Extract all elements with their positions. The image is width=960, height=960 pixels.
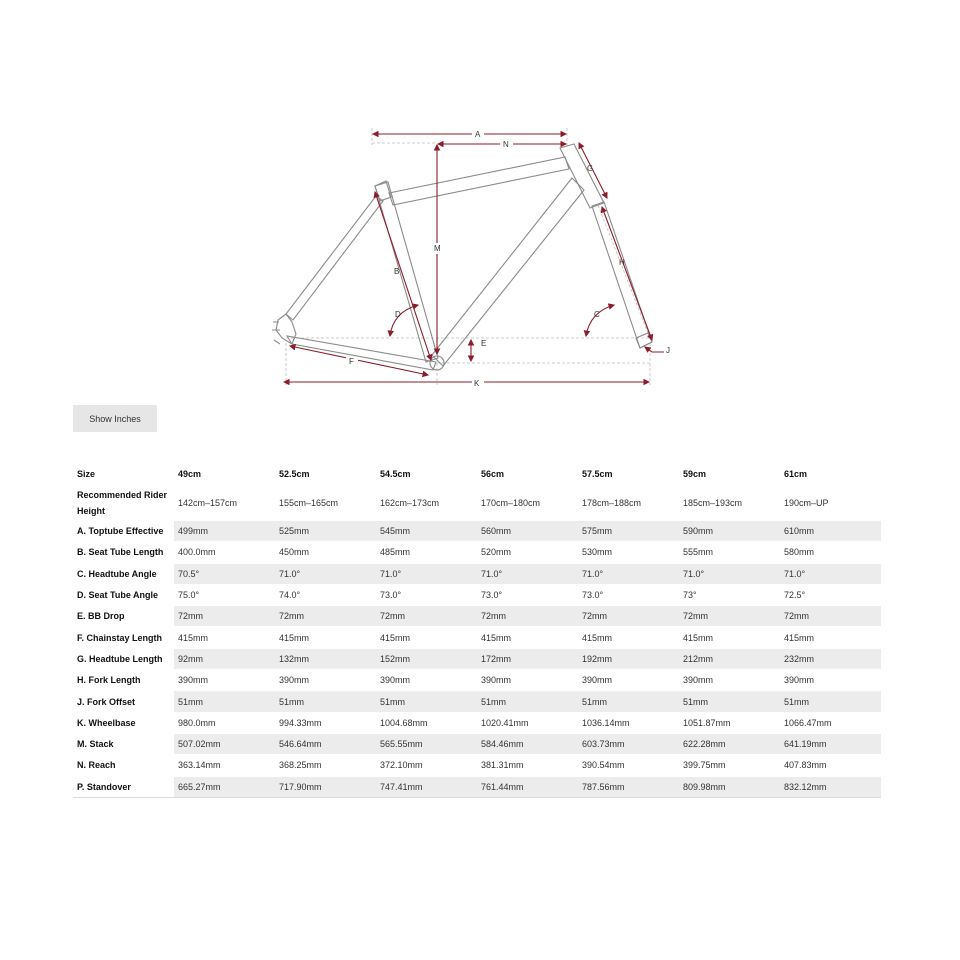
table-row: [73, 648, 881, 669]
table-cell: 665.27mm: [174, 776, 275, 797]
table-row: [73, 755, 881, 776]
table-cell: 71.0°: [376, 563, 477, 584]
table-cell: 51mm: [679, 691, 780, 712]
table-row: [73, 776, 881, 797]
table-cell: 73.0°: [578, 584, 679, 605]
table-cell: 372.10mm: [376, 755, 477, 776]
table-cell: 162cm–173cm: [376, 485, 477, 521]
table-cell: 1020.41mm: [477, 712, 578, 733]
table-cell: 1036.14mm: [578, 712, 679, 733]
label-h: H: [619, 258, 625, 267]
row-label: B. Seat Tube Length: [73, 542, 174, 563]
table-cell: 590mm: [679, 521, 780, 542]
bike-frame: [272, 144, 652, 370]
size-header-label: Size: [73, 464, 174, 485]
table-cell: 72mm: [679, 606, 780, 627]
table-cell: 1051.87mm: [679, 712, 780, 733]
table-cell: 1066.47mm: [780, 712, 881, 733]
table-cell: 717.90mm: [275, 776, 376, 797]
table-cell: 565.55mm: [376, 733, 477, 754]
label-b: B: [394, 267, 400, 276]
row-label: J. Fork Offset: [73, 691, 174, 712]
table-cell: 787.56mm: [578, 776, 679, 797]
seat-tube: [375, 182, 438, 362]
size-header: 59cm: [679, 464, 780, 485]
table-cell: 72mm: [275, 606, 376, 627]
table-row: [73, 670, 881, 691]
table-cell: 381.31mm: [477, 755, 578, 776]
table-cell: 178cm–188cm: [578, 485, 679, 521]
table-cell: 390mm: [780, 670, 881, 691]
table-cell: 51mm: [376, 691, 477, 712]
table-cell: 555mm: [679, 542, 780, 563]
table-cell: 74.0°: [275, 584, 376, 605]
table-cell: 71.0°: [578, 563, 679, 584]
table-cell: 73°: [679, 584, 780, 605]
row-label: K. Wheelbase: [73, 712, 174, 733]
table-cell: 72mm: [376, 606, 477, 627]
table-cell: 368.25mm: [275, 755, 376, 776]
table-row: [73, 542, 881, 563]
table-cell: 72.5°: [780, 584, 881, 605]
table-cell: 155cm–165cm: [275, 485, 376, 521]
table-row: [73, 584, 881, 605]
table-cell: 75.0°: [174, 584, 275, 605]
table-cell: 980.0mm: [174, 712, 275, 733]
top-tube: [389, 157, 569, 205]
row-label: C. Headtube Angle: [73, 563, 174, 584]
table-cell: 400.0mm: [174, 542, 275, 563]
table-cell: 641.19mm: [780, 733, 881, 754]
row-label: N. Reach: [73, 755, 174, 776]
row-label: D. Seat Tube Angle: [73, 584, 174, 605]
row-label: A. Toptube Effective: [73, 521, 174, 542]
table-cell: 507.02mm: [174, 733, 275, 754]
table-cell: 584.46mm: [477, 733, 578, 754]
table-cell: 390mm: [679, 670, 780, 691]
row-label: H. Fork Length: [73, 670, 174, 691]
table-cell: 580mm: [780, 542, 881, 563]
table-cell: 809.98mm: [679, 776, 780, 797]
table-cell: 832.12mm: [780, 776, 881, 797]
table-cell: 71.0°: [679, 563, 780, 584]
table-row: [73, 485, 881, 521]
label-k: K: [474, 379, 480, 388]
table-cell: 172mm: [477, 648, 578, 669]
table-row: [73, 563, 881, 584]
table-cell: 72mm: [477, 606, 578, 627]
table-cell: 152mm: [376, 648, 477, 669]
label-a: A: [475, 130, 481, 139]
table-cell: 73.0°: [477, 584, 578, 605]
table-cell: 92mm: [174, 648, 275, 669]
table-cell: 530mm: [578, 542, 679, 563]
table-cell: 415mm: [578, 627, 679, 648]
table-cell: 390mm: [174, 670, 275, 691]
table-cell: 390mm: [275, 670, 376, 691]
size-header: 57.5cm: [578, 464, 679, 485]
dimension-lines: [284, 134, 664, 382]
table-cell: 51mm: [477, 691, 578, 712]
seat-stay: [286, 196, 383, 320]
table-cell: 51mm: [780, 691, 881, 712]
fork: [592, 202, 652, 348]
table-row: [73, 521, 881, 542]
table-row: [73, 712, 881, 733]
row-label: G. Headtube Length: [73, 648, 174, 669]
chain-stay: [287, 336, 436, 370]
row-label: Recommended Rider Height: [73, 485, 174, 521]
rear-dropout: [272, 314, 296, 344]
size-header: 56cm: [477, 464, 578, 485]
table-cell: 520mm: [477, 542, 578, 563]
table-cell: 390.54mm: [578, 755, 679, 776]
table-cell: 212mm: [679, 648, 780, 669]
table-cell: 485mm: [376, 542, 477, 563]
label-m: M: [434, 244, 441, 253]
table-row: [73, 733, 881, 754]
table-cell: 71.0°: [477, 563, 578, 584]
table-cell: 560mm: [477, 521, 578, 542]
table-cell: 232mm: [780, 648, 881, 669]
table-cell: 747.41mm: [376, 776, 477, 797]
table-cell: 185cm–193cm: [679, 485, 780, 521]
table-cell: 72mm: [174, 606, 275, 627]
table-cell: 415mm: [679, 627, 780, 648]
table-cell: 51mm: [578, 691, 679, 712]
table-cell: 71.0°: [275, 563, 376, 584]
row-label: E. BB Drop: [73, 606, 174, 627]
label-e: E: [481, 339, 487, 348]
table-cell: 390mm: [477, 670, 578, 691]
table-cell: 70.5°: [174, 563, 275, 584]
table-cell: 390mm: [376, 670, 477, 691]
table-cell: 525mm: [275, 521, 376, 542]
table-cell: 170cm–180cm: [477, 485, 578, 521]
table-cell: 190cm–UP: [780, 485, 881, 521]
table-cell: 415mm: [477, 627, 578, 648]
table-cell: 761.44mm: [477, 776, 578, 797]
table-cell: 622.28mm: [679, 733, 780, 754]
table-cell: 192mm: [578, 648, 679, 669]
table-cell: 1004.68mm: [376, 712, 477, 733]
table-cell: 415mm: [780, 627, 881, 648]
table-cell: 415mm: [376, 627, 477, 648]
label-n: N: [503, 140, 509, 149]
label-d: D: [395, 310, 401, 319]
table-cell: 994.33mm: [275, 712, 376, 733]
head-tube: [560, 144, 604, 208]
table-cell: 71.0°: [780, 563, 881, 584]
table-cell: 142cm–157cm: [174, 485, 275, 521]
table-cell: 603.73mm: [578, 733, 679, 754]
table-row: [73, 606, 881, 627]
label-c: C: [594, 310, 600, 319]
frame-geometry-diagram: [0, 0, 960, 400]
row-label: P. Standover: [73, 776, 174, 797]
table-row: [73, 627, 881, 648]
label-g: G: [587, 164, 594, 173]
table-cell: 73.0°: [376, 584, 477, 605]
size-header: 61cm: [780, 464, 881, 485]
table-cell: 72mm: [780, 606, 881, 627]
table-row: [73, 691, 881, 712]
table-cell: 499mm: [174, 521, 275, 542]
show-inches-button[interactable]: Show Inches: [73, 405, 157, 432]
table-cell: 407.83mm: [780, 755, 881, 776]
label-j: J: [666, 346, 670, 355]
size-header: 49cm: [174, 464, 275, 485]
table-cell: 546.64mm: [275, 733, 376, 754]
label-f: F: [349, 357, 354, 366]
table-cell: 415mm: [174, 627, 275, 648]
geometry-table: [73, 464, 881, 798]
table-cell: 545mm: [376, 521, 477, 542]
table-cell: 399.75mm: [679, 755, 780, 776]
table-cell: 72mm: [578, 606, 679, 627]
size-header: 52.5cm: [275, 464, 376, 485]
table-cell: 132mm: [275, 648, 376, 669]
row-label: F. Chainstay Length: [73, 627, 174, 648]
table-cell: 610mm: [780, 521, 881, 542]
table-cell: 390mm: [578, 670, 679, 691]
table-cell: 450mm: [275, 542, 376, 563]
geometry-table-body: [73, 464, 881, 797]
table-cell: 363.14mm: [174, 755, 275, 776]
size-header-row: [73, 464, 881, 485]
table-cell: 51mm: [174, 691, 275, 712]
row-label: M. Stack: [73, 733, 174, 754]
table-cell: 415mm: [275, 627, 376, 648]
table-cell: 51mm: [275, 691, 376, 712]
size-header: 54.5cm: [376, 464, 477, 485]
table-cell: 575mm: [578, 521, 679, 542]
